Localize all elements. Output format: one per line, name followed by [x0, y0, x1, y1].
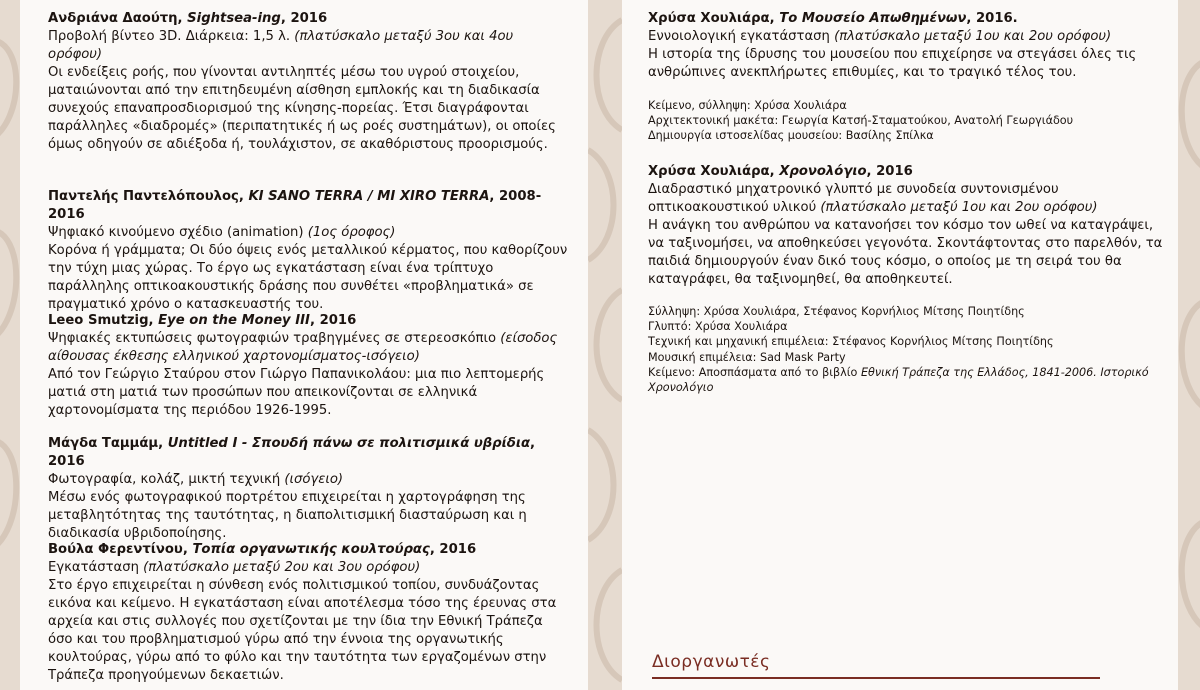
medium-text: Ψηφιακό κινούμενο σχέδιο (animation): [48, 225, 308, 240]
entry-medium: [48, 330, 568, 366]
work-year: , 2016: [429, 542, 477, 557]
entry-smutzig: [48, 312, 568, 420]
credit-text: Κείμενο: Αποσπάσματα από το βιβλίο: [648, 365, 861, 379]
left-column: [20, 0, 588, 690]
entry-title: [48, 188, 568, 224]
artist-name: Ανδριάνα Δαούτη,: [48, 11, 188, 26]
medium-text: Ψηφιακές εκτυπώσεις φωτογραφιών τραβηγμένες σε στερεοσκόπιο: [48, 331, 501, 346]
entry-title: [48, 435, 568, 471]
work-year: , 2016: [866, 164, 913, 179]
left-decorative-stripe: [0, 0, 20, 690]
work-title: KI SANO TERRA / MI XIRO TERRA: [248, 189, 490, 204]
entry-description: Κορόνα ή γράμματα; Οι δύο όψεις ενός μεταλλικού κέρματος, που καθορίζουν την τύχη μιας χώρας. Το έργο ως εγκατάσταση είναι ένα τρίπτυχο παράλληλης οπτικοακουστικής δράσης που συνθέτει «προβληματικά» σε πραγματικό χρόνο ο κατασκευαστής του.: [48, 243, 568, 312]
entry-title: [48, 10, 568, 28]
location-text: (είσοδος αίθουσας έκθεσης ελληνικού χαρτονομίσματος-ισόγειο): [48, 331, 558, 364]
entry-description: Στο έργο επιχειρείται η σύνθεση ενός πολιτισμικού τοπίου, συνδυάζοντας εικόνα και κείμενο. Η εγκατάσταση είναι αποτέλεσμα τόσο της έρευνας στα αρχεία και στις συλλογές που σχετίζονται με την ίδια την Εθνική Τράπεζα όσο και του προβληματισμού γύρω από την έννοια της οργανωτικής κουλτούρας, γύρω από το φύλο και την ταυτότητα των εργαζομένων στην Τράπεζα προηγούμενων δεκαετιών.: [48, 578, 557, 683]
artist-name: Χρύσα Χουλιάρα,: [648, 164, 780, 179]
entry-title: [648, 10, 1168, 28]
work-title: Eye on the Money III: [158, 313, 310, 328]
medium-text: Εγκατάσταση: [48, 560, 144, 575]
artist-name: Παντελής Παντελόπουλος,: [48, 189, 249, 204]
entry-title: [648, 163, 1168, 181]
work-year: , 2016.: [966, 11, 1018, 26]
entry-description: Οι ενδείξεις ροής, που γίνονται αντιληπτές μέσω του υγρού στοιχείου, ματαιώνονται από την επιτηδευμένη αίσθηση εμπλοκής και τη διαδικασία συνεχούς επαναπροσδιορισμού της κίνησης-πορείας. Έτσι διαγράφονται παράλληλες «διαδρομές» (περιπατητικές ή ως ροές συστημάτων), οι οποίες όμως οδηγούν σε αδιέξοδα ή, τουλάχιστον, σε ακαθόριστους προορισμούς.: [48, 65, 556, 152]
artist-name: Χρύσα Χουλιάρα,: [648, 11, 780, 26]
entry-description: Η ιστορία της ίδρυσης του μουσείου που επιχείρησε να στεγάσει όλες τις ανθρώπινες ανεκπλήρωτες επιθυμίες, και το τραγικό τέλος του.: [648, 47, 1137, 80]
middle-decorative-stripe: [588, 0, 622, 690]
credits-chronology: [648, 304, 1168, 395]
work-title: Untitled I - Σπουδή πάνω σε πολιτισμικά υβρίδια: [167, 436, 531, 451]
entry-pantelopoulos: [48, 188, 568, 314]
entry-houliara-museum: [648, 10, 1168, 82]
location-text: (πλατύσκαλο μεταξύ 2ου και 3ου ορόφου): [143, 560, 421, 575]
artist-name: Leeo Smutzig,: [48, 313, 159, 328]
entry-description: Από τον Γεώργιο Σταύρου στον Γιώργο Παπανικολάου: μια πιο λεπτομερής ματιά στη ματιά των προσώπων που απεικονίζονται σε ελληνικά χαρτονομίσματα της περιόδου 1926-1995.: [48, 367, 545, 418]
entry-medium: [48, 559, 568, 577]
credit-line: Γλυπτό: Χρύσα Χουλιάρα: [648, 320, 788, 334]
artist-name: Βούλα Φερεντίνου,: [48, 542, 193, 557]
entry-medium: [48, 471, 568, 489]
entry-description: Η ανάγκη του ανθρώπου να κατανοήσει τον κόσμο τον ωθεί να καταγράψει, να ταξινομήσει, να αποθηκεύσει γεγονότα. Σκοντάφτοντας στο παρελθόν, τα παιδιά δημιουργούν έναν δικό τους κόσμο, ο οποίος με τη σειρά του θα καταγράφει, θα ταξινομηθεί, θα αποθηκευτεί.: [648, 218, 1163, 287]
entry-title: [48, 312, 568, 330]
work-year: , 2016: [48, 436, 536, 469]
entry-medium: [48, 28, 568, 64]
right-column: [622, 0, 1178, 690]
entry-medium: [648, 28, 1168, 46]
work-title: Το Μουσείο Απωθημένων: [779, 11, 967, 26]
location-text: (πλατύσκαλο μεταξύ 1ου και 2ου ορόφου): [820, 200, 1098, 215]
work-year: , 2008-2016: [48, 189, 542, 222]
work-title: Sightsea-ing: [187, 11, 281, 26]
credit-book-title: Εθνική Τράπεζα της Ελλάδος, 1841-2006. Ιστορικό Χρονολόγιο: [648, 365, 1149, 395]
artist-name: Μάγδα Ταμμάμ,: [48, 436, 168, 451]
location-text: (1ος όροφος): [307, 225, 396, 240]
credit-line: Τεχνική και μηχανική επιμέλεια: Στέφανος Κορνήλιος Μίτσης Ποιητίδης: [648, 335, 1054, 349]
location-text: (πλατύσκαλο μεταξύ 1ου και 2ου ορόφου): [834, 29, 1112, 44]
location-text: (πλατύσκαλο μεταξύ 3ου και 4ου ορόφου): [48, 29, 514, 62]
entry-medium: [48, 224, 568, 242]
credit-line: [648, 365, 1168, 395]
medium-text: Φωτογραφία, κολάζ, μικτή τεχνική: [48, 472, 285, 487]
medium-text: Προβολή βίντεο 3D. Διάρκεια: 1,5 λ.: [48, 29, 295, 44]
work-year: , 2016: [309, 313, 357, 328]
credit-line: Δημιουργία ιστοσελίδας μουσείου: Βασίλης Σπίλκα: [648, 129, 934, 143]
medium-text: Διαδραστικό μηχατρονικό γλυπτό με συνοδεία συντονισμένου οπτικοακουστικού υλικού: [648, 182, 1059, 215]
organizers-heading: Διοργανωτές: [652, 652, 1100, 679]
credit-line: Κείμενο, σύλληψη: Χρύσα Χουλιάρα: [648, 99, 847, 112]
entry-daouti: [48, 10, 568, 154]
medium-text: Εννοιολογική εγκατάσταση: [648, 29, 835, 44]
credit-line: Σύλληψη: Χρύσα Χουλιάρα, Στέφανος Κορνήλιος Μίτσης Ποιητίδης: [648, 305, 1025, 318]
entry-houliara-chronology: [648, 163, 1168, 289]
entry-medium: [648, 181, 1168, 217]
entry-tammam: [48, 435, 568, 543]
location-text: (ισόγειο): [284, 472, 344, 487]
credits-museum: [648, 98, 1168, 144]
entry-title: [48, 541, 568, 559]
credit-line: Μουσική επιμέλεια: Sad Mask Party: [648, 350, 846, 364]
right-decorative-stripe: [1178, 0, 1200, 690]
work-title: Τοπία οργανωτικής κουλτούρας: [192, 542, 430, 557]
credit-line: Αρχιτεκτονική μακέτα: Γεωργία Κατσή-Σταματούκου, Ανατολή Γεωργιάδου: [648, 114, 1074, 128]
work-title: Χρονολόγιο: [779, 164, 867, 179]
work-year: , 2016: [280, 11, 328, 26]
entry-description: Μέσω ενός φωτογραφικού πορτρέτου επιχειρείται η χαρτογράφηση της μεταβλητότητας της ταυτότητας, η διαπολιτισμική διασταύρωση και η διαδικασία υβριδοποίησης.: [48, 490, 527, 541]
entry-ferentinou: [48, 541, 568, 685]
